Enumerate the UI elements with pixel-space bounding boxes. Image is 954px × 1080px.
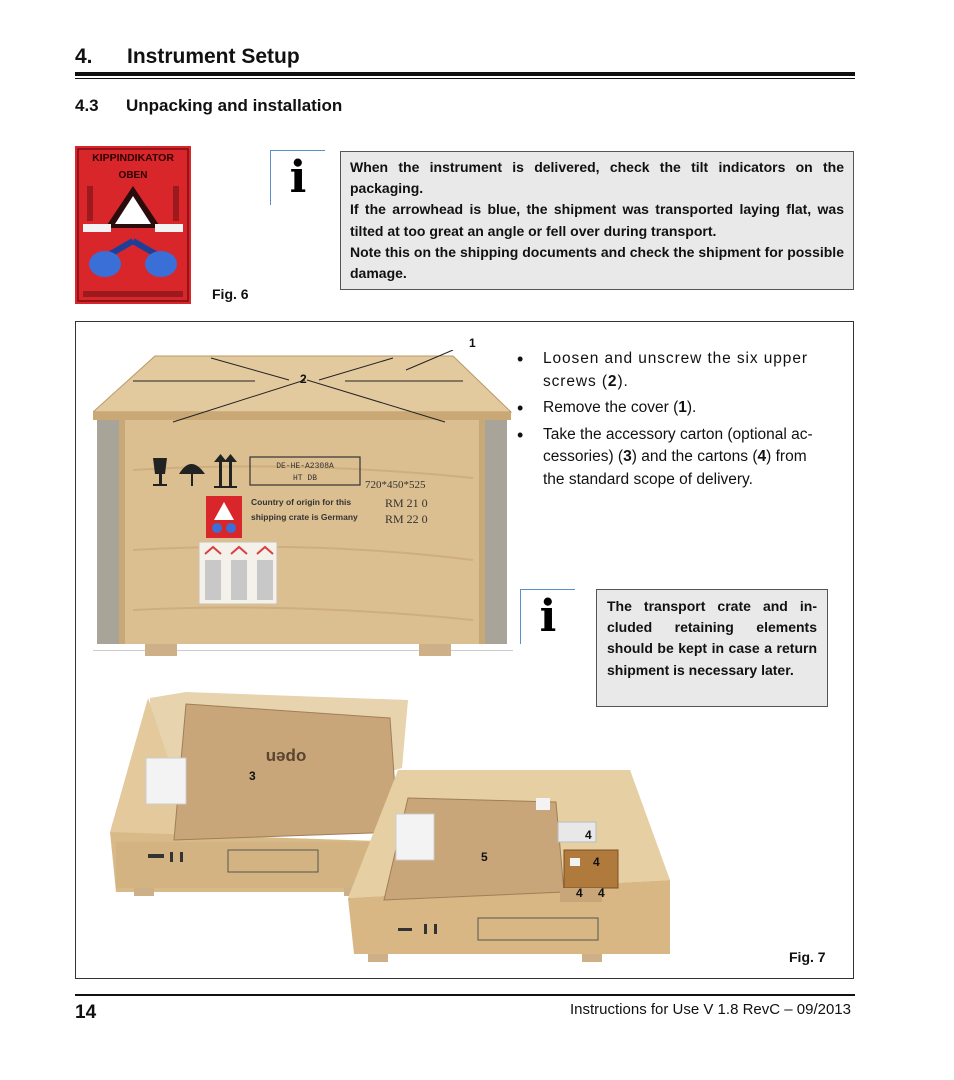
callout-4d: 4 — [598, 886, 605, 900]
chapter-heading — [75, 45, 855, 71]
callout-4a: 4 — [585, 828, 592, 842]
crate-rm-line2: RM 22 0 — [385, 512, 428, 526]
step-1-text: Loosen and unscrew the six upper screws ( — [543, 350, 808, 390]
chapter-title: Instrument Setup — [127, 45, 300, 68]
crate-stamp-line2: HT DB — [292, 474, 318, 483]
info-icon-2 — [520, 589, 575, 644]
crate-rm-line1: RM 21 0 — [385, 496, 428, 510]
crate-dimensions: 720*450*525 — [365, 479, 426, 491]
info-glyph-2: i — [539, 591, 557, 642]
section-number: 4.3 — [75, 96, 99, 115]
footer-rule — [75, 994, 855, 996]
header-rule-thin — [75, 78, 855, 79]
section-heading — [75, 96, 575, 118]
step-3-text: Take the accessory carton (optional accessories) ( — [543, 425, 813, 465]
crate-country-line2: shipping crate is Germany — [251, 512, 358, 522]
tilt-indicator-photo — [75, 146, 191, 304]
crate-country-line1: Country of origin for this — [251, 497, 352, 507]
note1-paragraph-1: When the instrument is delivered, check the tilt indicators on the packaging. — [350, 159, 844, 197]
step-1-ref: 2 — [607, 372, 618, 390]
page-number: 14 — [75, 1002, 97, 1023]
callout-4b: 4 — [593, 855, 600, 869]
step-1-end: ). — [617, 372, 629, 390]
callout-4c: 4 — [576, 886, 583, 900]
step-2 — [517, 397, 829, 420]
info-icon — [270, 150, 325, 205]
carton-open-label: open — [265, 748, 307, 767]
open-crates-photo — [108, 692, 678, 964]
callout-2: 2 — [300, 372, 307, 386]
header-rule-thick — [75, 72, 855, 76]
step-3-end: ) from the standard scope of delivery. — [543, 448, 807, 488]
figure-label-fig6: Fig. 6 — [212, 286, 249, 302]
crate-stamp-line1: DE-HE-A2308A — [276, 462, 334, 471]
section-title: Unpacking and installation — [126, 96, 343, 115]
step-2-text: Remove the cover ( — [543, 399, 679, 416]
info-glyph: i — [289, 152, 307, 203]
tilt-indicator-note — [340, 151, 854, 290]
chapter-number: 4. — [75, 45, 93, 68]
step-3-mid: ) and the cartons ( — [631, 448, 758, 465]
step-3-ref-b: 4 — [757, 448, 767, 465]
step-3 — [517, 424, 829, 492]
callout-3: 3 — [249, 769, 256, 783]
indicator-text-kippindikator: KIPPINDIKATOR — [92, 152, 174, 164]
callout-5: 5 — [481, 850, 488, 864]
note1-paragraph-2: If the arrowhead is blue, the shipment was transported laying flat, was tilted at too great an angle or fell over during transport. — [350, 201, 844, 239]
step-1 — [517, 348, 829, 393]
indicator-text-oben: OBEN — [118, 170, 148, 181]
step-3-ref-a: 3 — [623, 448, 632, 465]
note2-text: The transport crate and included retaining elements should be kept in case a return shipment is necessary later. — [607, 598, 817, 678]
note1-paragraph-3: Note this on the shipping documents and check the shipment for possible damage. — [350, 243, 844, 282]
tilt-indicator-illustration — [75, 146, 191, 304]
crate-retention-note — [596, 589, 828, 707]
step-2-ref: 1 — [678, 399, 687, 416]
figure-label-fig7: Fig. 7 — [789, 949, 826, 965]
callout-1: 1 — [469, 336, 476, 350]
step-2-end: ). — [686, 399, 697, 416]
document-version: Instructions for Use V 1.8 RevC – 09/2013 — [570, 1001, 851, 1018]
crate-photo — [93, 350, 513, 658]
unpacking-steps-list — [517, 348, 829, 495]
